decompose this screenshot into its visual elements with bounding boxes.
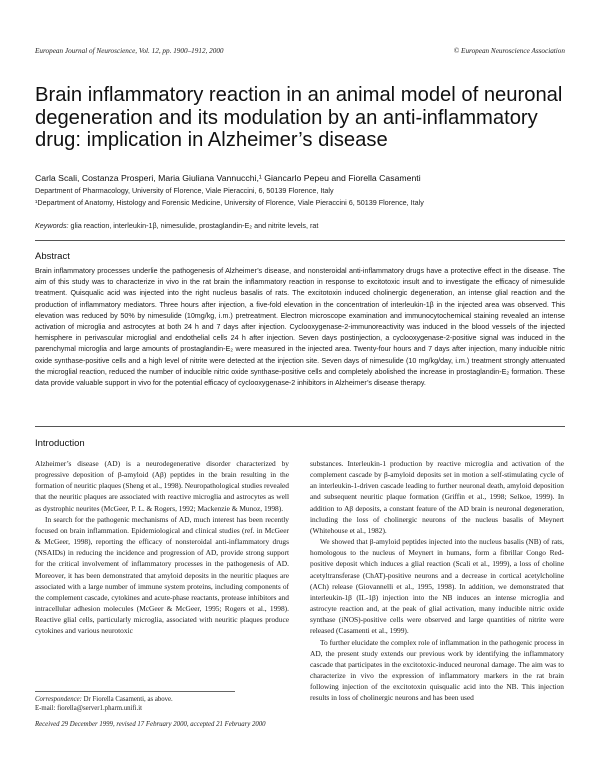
intro-paragraph: substances. Interleukin-1 production by reactive microglia and activation of the complement cascade by β-amyloid deposits set in motion a self-stimulating cycle of an interleukin-1-driven cascade leading to further neuronal death, amyloid deposition and subsequent neuritic plaque formation (Griffin et al., 1998; Selkoe, 1999). In addition to Aβ deposits, a constant feature of the AD brain is neuronal degeneration, including the loss of cholinergic neurons of the nucleus basalis of Meynert (Whitehouse et al., 1982). bbox=[310, 459, 564, 535]
intro-paragraph: To further elucidate the complex role of inflammation in the pathogenic process in AD, the present study extends our previous work by identifying the inflammatory cascade that participates in the excitotoxic-induced neuronal damage. The aim was to characterize in vivo the expression of inflammatory markers in the rat brain following injection of the excitotoxin quisqualic acid into the NB. This injection results in loss of cholinergic neurons and has been used bbox=[310, 637, 564, 703]
intro-paragraph: In search for the pathogenic mechanisms of AD, much interest has been recently focused on brain inflammation. Epidemiological and clinical studies (ref. in McGeer & McGeer, 1998), reporting the efficacy of nonsteroidal anti-inflammatory drugs (NSAIDs) in reducing the incidence and progression of AD, provide strong support for the critical involvement of inflammatory processes in the pathogenesis of AD. Moreover, it has been demonstrated that amyloid deposits in the neuritic plaques are associated with a large number of immune system proteins, including components of the complement cascade, cytokines and acute-phase reactants, protease inhibitors and intracellular adhesion molecules (McGeer & McGeer, 1995; Rogers et al., 1998). Reactive glial cells, particularly microglia, associated with neuritic plaques produce cytokines and various neurotoxic bbox=[35, 514, 289, 636]
keywords bbox=[35, 221, 575, 230]
received-dates: Received 29 December 1999, revised 17 February 2000, accepted 21 February 2000 bbox=[35, 721, 266, 728]
intro-paragraph: We showed that β-amyloid peptides injected into the nucleus basalis (NB) of rats, homologous to the nucleus of Meynert in humans, form a fibrillar Congo Red-positive deposit which induces a glial reaction (Scali et al., 1999), a loss of choline acetyltransferase (ChAT)-positive neurons and a decrease in cortical acetylcholine (ACh) release (Giovannelli et al., 1995, 1998). In addition, we demonstrated that interleukin-1β (IL-1β) injection into the NB induces an intense microglia and astrocyte reaction and, at the peak of glial activation, many inducible nitric oxide synthase (iNOS)-positive cells were observed and large quantities of nitrite were released (Casamenti et al., 1999). bbox=[310, 537, 564, 636]
divider-bottom bbox=[35, 426, 565, 427]
introduction-heading: Introduction bbox=[35, 438, 85, 449]
body-column-left bbox=[35, 458, 289, 637]
article-title: Brain inflammatory reaction in an animal model of neuronal degeneration and its modulation by an anti-inflammatory drug: implication in Alzheimer’s disease bbox=[35, 84, 563, 151]
correspondence-label: Correspondence: bbox=[35, 696, 82, 703]
affiliation-1: Department of Pharmacology, University of Florence, Viale Pieraccini, 6, 50139 Florence, Italy bbox=[35, 186, 334, 195]
keywords-text: glia reaction, interleukin-1β, nimesulide, prostaglandin-E₂ and nitrite levels, rat bbox=[68, 221, 319, 230]
keywords-label: Keywords: bbox=[35, 221, 69, 230]
abstract-heading: Abstract bbox=[35, 251, 70, 262]
affiliation-2: ¹Department of Anatomy, Histology and Forensic Medicine, University of Florence, Viale Pieraccini 6, 50139 Florence, Italy bbox=[35, 198, 424, 207]
email-note: E-mail: fiorella@server1.pharm.unifi.it bbox=[35, 705, 143, 712]
correspondence-text: Dr Fiorella Casamenti, as above. bbox=[81, 696, 173, 703]
journal-citation: European Journal of Neuroscience, Vol. 12, pp. 1900–1912, 2000 bbox=[35, 47, 224, 55]
footnote-divider bbox=[35, 691, 235, 692]
abstract-text: Brain inflammatory processes underlie the pathogenesis of Alzheimer’s disease, and nonsteroidal anti-inflammatory drugs have a protective effect in the disease. The aim of this study was to characterize in vivo in the rat brain the inflammatory reaction in response to excitotoxic insult and to investigate the efficacy of nimesulide treatment. Quisqualic acid was injected into the right nucleus basalis of rats. The excitotoxin induced cholinergic degeneration, an intense glial reaction and the production of inflammatory mediators. Three hours after injection, a five-fold elevation in the concentration of interleukin-1β in the injected area was observed. This elevation was reduced by 50% by nimesulide (10mg/kg, i.m.) pretreatment. Electron microscope examination and immunocytochemical staining revealed an intense activation of microglia and astrocytes at both 24 h and 7 days after injection. Cyclooxygenase-2-immunoreactivity was induced in the blood vessels of the injected hemisphere in perivascular microglial and endothelial cells 24 h after injection. Seven days postinjection, a cyclooxygenase-2-positive signal was induced in the parenchymal microglia and large amounts of prostaglandin-E₂ were measured in the injected area. Twenty-four hours and 7 days after injection, many inducible nitric oxide synthase-positive cells and a high level of nitrite were detected at the injection site. Seven days of nimesulide (10 mg/kg/day, i.m.) treatment strongly attenuated the microglial reaction, reduced the number of inducible nitric oxide synthase-positive cells and completely abolished the increase in prostaglandin-E₂ formation. These data provide valuable support in vivo for the potential efficacy of cyclooxygenase-2 inhibitors in Alzheimer’s disease therapy. bbox=[35, 267, 565, 388]
body-column-right bbox=[310, 458, 564, 703]
intro-paragraph: Alzheimer’s disease (AD) is a neurodegenerative disorder characterized by progressive deposition of β-amyloid (Aβ) peptides in the brain resulting in the formation of neuritic plaques (Sheng et al., 1998). Neuropathological studies revealed that the neuritic plaques are associated with reactive microglia and astrocytes as well as dystrophic neurites (McGeer, P. L. & Rogers, 1992; Mackenzie & Munoz, 1998). bbox=[35, 459, 289, 513]
author-list: Carla Scali, Costanza Prosperi, Maria Giuliana Vannucchi,¹ Giancarlo Pepeu and Fiorella Casamenti bbox=[35, 173, 421, 183]
divider-top bbox=[35, 240, 565, 241]
copyright-notice: © European Neuroscience Association bbox=[453, 47, 565, 55]
